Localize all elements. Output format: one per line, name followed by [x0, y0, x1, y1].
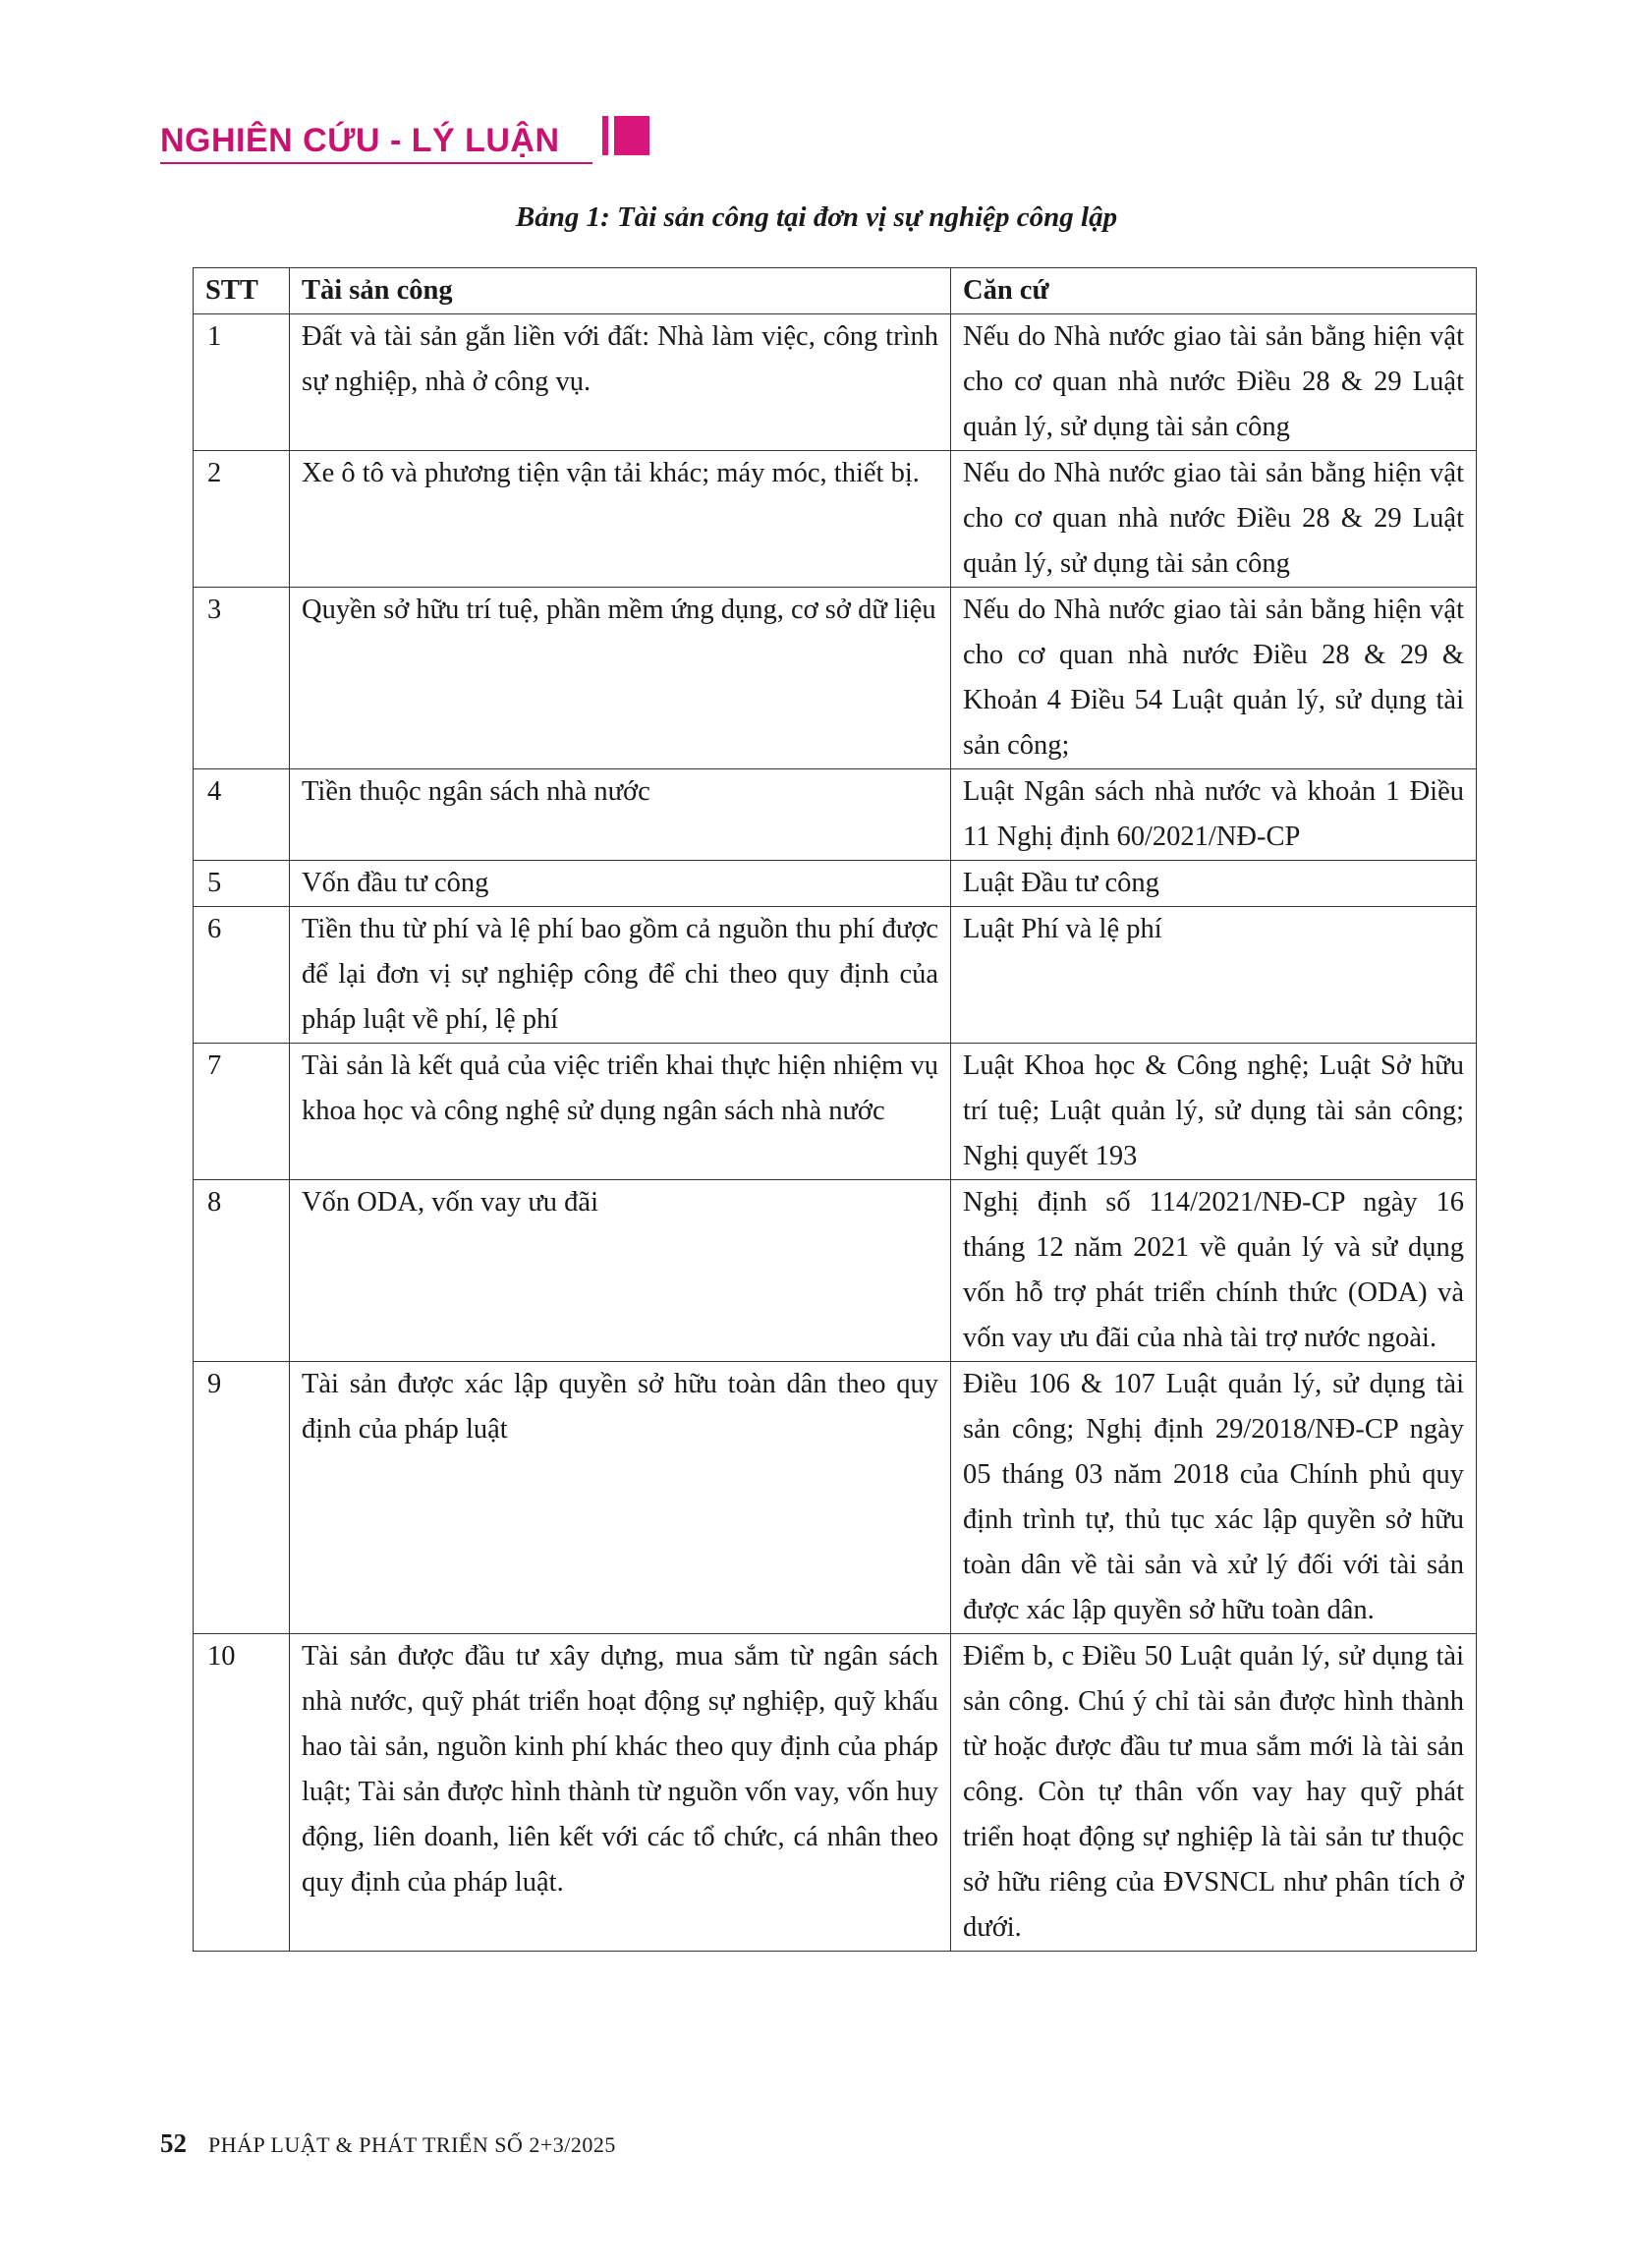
cell-basis: Nếu do Nhà nước giao tài sản bằng hiện vật cho cơ quan nhà nước Điều 28 & 29 & Khoản 4 Điều 54 Luật quản lý, sử dụng tài sản công; — [951, 588, 1477, 769]
table-row — [194, 1634, 1477, 1952]
table-row — [194, 451, 1477, 588]
cell-basis: Nếu do Nhà nước giao tài sản bằng hiện vật cho cơ quan nhà nước Điều 28 & 29 Luật quản lý, sử dụng tài sản công — [951, 314, 1477, 451]
cell-asset: Vốn đầu tư công — [290, 861, 951, 907]
cell-asset: Tài sản là kết quả của việc triển khai thực hiện nhiệm vụ khoa học và công nghệ sử dụng ngân sách nhà nước — [290, 1044, 951, 1180]
column-header-asset: Tài sản công — [290, 268, 951, 314]
cell-asset: Tiền thuộc ngân sách nhà nước — [290, 769, 951, 861]
table-row — [194, 861, 1477, 907]
section-accent-bar — [602, 116, 608, 155]
table-header-row — [194, 268, 1477, 314]
cell-asset: Tài sản được xác lập quyền sở hữu toàn dân theo quy định của pháp luật — [290, 1362, 951, 1634]
cell-stt: 4 — [194, 769, 290, 861]
cell-basis: Điểm b, c Điều 50 Luật quản lý, sử dụng tài sản công. Chú ý chỉ tài sản được hình thành từ hoặc được đầu tư mua sắm mới là tài sản công. Còn tự thân vốn vay hay quỹ phát triển hoạt động sự nghiệp là tài sản tư thuộc sở hữu riêng của ĐVSNCL như phân tích ở dưới. — [951, 1634, 1477, 1952]
column-header-basis: Căn cứ — [951, 268, 1477, 314]
table-row — [194, 314, 1477, 451]
cell-basis: Luật Ngân sách nhà nước và khoản 1 Điều 11 Nghị định 60/2021/NĐ-CP — [951, 769, 1477, 861]
cell-stt: 8 — [194, 1180, 290, 1362]
cell-asset: Tài sản được đầu tư xây dựng, mua sắm từ ngân sách nhà nước, quỹ phát triển hoạt động sự nghiệp, quỹ khấu hao tài sản, nguồn kinh phí khác theo quy định của pháp luật; Tài sản được hình thành từ nguồn vốn vay, vốn huy động, liên doanh, liên kết với các tổ chức, cá nhân theo quy định của pháp luật. — [290, 1634, 951, 1952]
table-row — [194, 907, 1477, 1044]
cell-basis: Luật Phí và lệ phí — [951, 907, 1477, 1044]
page-number: 52 — [160, 2128, 187, 2158]
section-accent-block — [614, 116, 649, 155]
table-row — [194, 1362, 1477, 1634]
cell-stt: 3 — [194, 588, 290, 769]
section-header — [160, 116, 642, 167]
cell-basis: Nếu do Nhà nước giao tài sản bằng hiện vật cho cơ quan nhà nước Điều 28 & 29 Luật quản lý, sử dụng tài sản công — [951, 451, 1477, 588]
cell-asset: Tiền thu từ phí và lệ phí bao gồm cả nguồn thu phí được để lại đơn vị sự nghiệp công để chi theo quy định của pháp luật về phí, lệ phí — [290, 907, 951, 1044]
table-row — [194, 769, 1477, 861]
section-underline — [160, 162, 592, 164]
cell-stt: 1 — [194, 314, 290, 451]
cell-basis: Luật Khoa học & Công nghệ; Luật Sở hữu trí tuệ; Luật quản lý, sử dụng tài sản công; Nghị quyết 193 — [951, 1044, 1477, 1180]
cell-basis: Luật Đầu tư công — [951, 861, 1477, 907]
cell-stt: 9 — [194, 1362, 290, 1634]
section-title: NGHIÊN CỨU - LÝ LUẬN — [160, 122, 560, 159]
cell-basis: Nghị định số 114/2021/NĐ-CP ngày 16 tháng 12 năm 2021 về quản lý và sử dụng vốn hỗ trợ phát triển chính thức (ODA) và vốn vay ưu đãi của nhà tài trợ nước ngoài. — [951, 1180, 1477, 1362]
cell-asset: Xe ô tô và phương tiện vận tải khác; máy móc, thiết bị. — [290, 451, 951, 588]
cell-stt: 7 — [194, 1044, 290, 1180]
cell-stt: 6 — [194, 907, 290, 1044]
page-footer — [160, 2128, 616, 2159]
cell-stt: 5 — [194, 861, 290, 907]
publication-name: PHÁP LUẬT & PHÁT TRIỂN SỐ 2+3/2025 — [208, 2132, 616, 2157]
cell-asset: Vốn ODA, vốn vay ưu đãi — [290, 1180, 951, 1362]
table-row — [194, 588, 1477, 769]
cell-stt: 10 — [194, 1634, 290, 1952]
cell-basis: Điều 106 & 107 Luật quản lý, sử dụng tài sản công; Nghị định 29/2018/NĐ-CP ngày 05 tháng 03 năm 2018 của Chính phủ quy định trình tự, thủ tục xác lập quyền sở hữu toàn dân về tài sản và xử lý đối với tài sản được xác lập quyền sở hữu toàn dân. — [951, 1362, 1477, 1634]
cell-asset: Quyền sở hữu trí tuệ, phần mềm ứng dụng, cơ sở dữ liệu — [290, 588, 951, 769]
table-row — [194, 1044, 1477, 1180]
public-assets-table — [193, 267, 1477, 1952]
cell-stt: 2 — [194, 451, 290, 588]
cell-asset: Đất và tài sản gắn liền với đất: Nhà làm việc, công trình sự nghiệp, nhà ở công vụ. — [290, 314, 951, 451]
table-caption: Bảng 1: Tài sản công tại đơn vị sự nghiệp công lập — [515, 201, 1118, 233]
column-header-stt: STT — [194, 268, 290, 314]
table-row — [194, 1180, 1477, 1362]
